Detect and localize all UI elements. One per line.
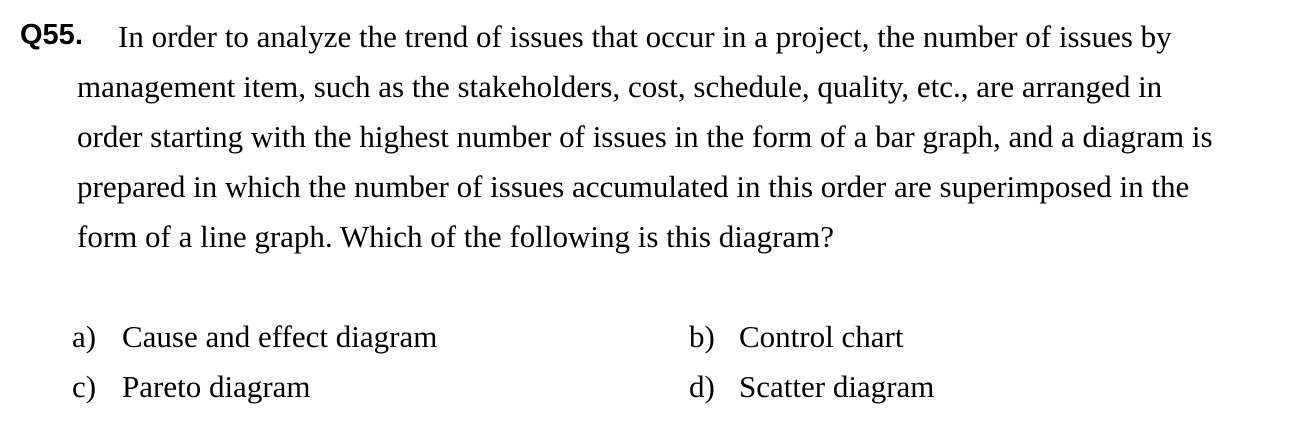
question-line: order starting with the highest number of issues in the form of a bar graph, and a diagram is <box>77 119 1213 154</box>
option-c[interactable] <box>72 362 311 412</box>
option-d[interactable] <box>689 362 934 412</box>
option-b[interactable] <box>689 312 903 362</box>
option-letter: b) <box>689 319 715 354</box>
question-text <box>20 12 1312 262</box>
question-line: prepared in which the number of issues accumulated in this order are superimposed in the <box>77 169 1190 204</box>
question-line: In order to analyze the trend of issues that occur in a project, the number of issues by <box>118 19 1172 54</box>
option-text: Cause and effect diagram <box>122 319 438 354</box>
question-line: management item, such as the stakeholders, cost, schedule, quality, etc., are arranged in <box>77 69 1163 104</box>
option-text: Pareto diagram <box>122 369 311 404</box>
option-text: Scatter diagram <box>739 369 935 404</box>
question-line: form of a line graph. Which of the following is this diagram? <box>77 219 835 254</box>
question-number: Q55. <box>20 19 83 51</box>
option-text: Control chart <box>739 319 904 354</box>
option-a[interactable] <box>72 312 437 362</box>
option-letter: a) <box>72 319 97 354</box>
option-letter: c) <box>72 369 97 404</box>
option-letter: d) <box>689 369 715 404</box>
